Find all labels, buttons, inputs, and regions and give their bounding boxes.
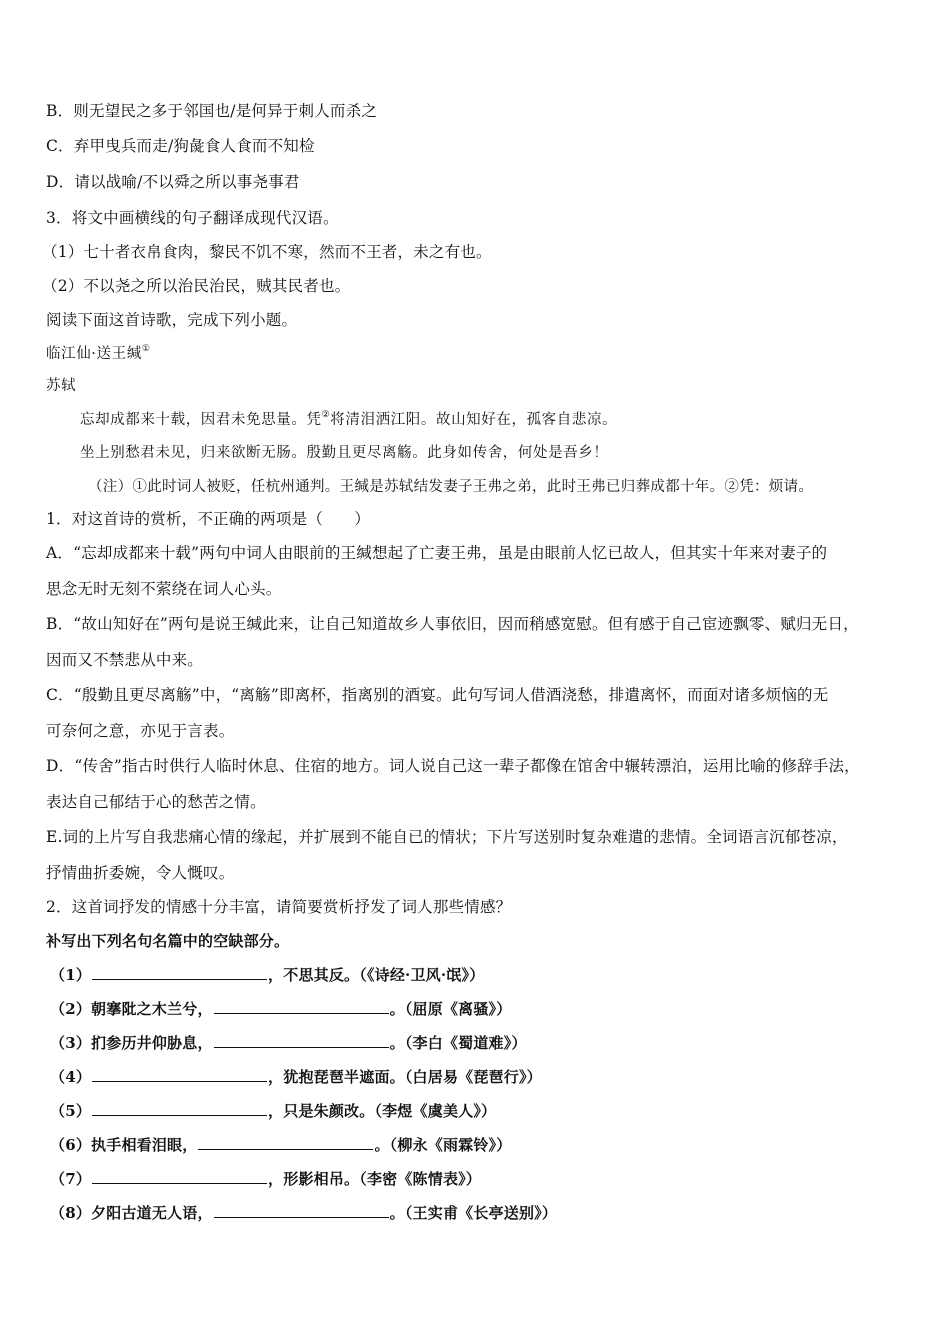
option-b: B．则无望民之多于邻国也/是何异于刺人而杀之 (46, 102, 378, 120)
poem-line-1-note: ② (321, 410, 331, 420)
fill-item-2-blank[interactable] (214, 999, 389, 1014)
poem-title (46, 344, 150, 364)
fill-item-8-num: （8） (50, 1204, 92, 1222)
poem-title-text: 临江仙·送王缄 (46, 346, 142, 362)
fill-item-8-blank[interactable] (214, 1203, 389, 1218)
fill-item-8-post: 。（王实甫《长亭送别》） (389, 1204, 558, 1222)
fill-item-4-post: ，犹抱琵琶半遮面。（白居易《琵琶行》） (268, 1068, 542, 1086)
poem-line-1-b: 将清泪洒江阳。故山知好在，孤客自悲凉。 (330, 412, 618, 428)
poem-q1-option-c-line1: C．“殷勤且更尽离觞”中，“离觞”即离杯，指离别的酒宴。此句写词人借酒浇愁，排遣离怀，而面对诸多烦恼的无 (46, 686, 829, 704)
fill-item-2-post: 。（屈原《离骚》） (389, 1000, 512, 1018)
poem-author: 苏轼 (46, 378, 77, 394)
fill-item-1-blank[interactable] (92, 965, 267, 980)
poem-line-1-a: 忘却成都来十载，因君未免思量。凭 (80, 412, 322, 428)
poem-intro: 阅读下面这首诗歌，完成下列小题。 (46, 311, 298, 329)
fill-item-1-post: ，不思其反。（《诗经·卫风·氓》） (268, 966, 485, 984)
fill-item-8 (50, 1203, 557, 1223)
fill-item-5-post: ，只是朱颜改。（李煜《虞美人》） (268, 1102, 497, 1120)
poem-q2-prompt: 2．这首词抒发的情感十分丰富，请简要赏析抒发了词人那些情感？ (46, 898, 512, 916)
fill-item-4 (50, 1067, 542, 1087)
option-c: C．弃甲曳兵而走/狗彘食人食而不知检 (46, 137, 315, 155)
poem-q1-prompt: 1．对这首诗的赏析，不正确的两项是（ ） (46, 510, 371, 528)
q3-item-1: （1）七十者衣帛食肉，黎民不饥不寒，然而不王者，未之有也。 (42, 243, 492, 261)
fill-item-7-num: （7） (50, 1170, 92, 1188)
fill-item-6 (50, 1135, 511, 1155)
poem-title-note: ① (141, 344, 151, 354)
fill-item-8-pre: 夕阳古道无人语， (91, 1204, 213, 1222)
fill-item-1 (50, 965, 484, 985)
poem-q1-option-e-line1: E.词的上片写自我悲痛心情的缘起，并扩展到不能自已的情状；下片写送别时复杂难遣的悲情。全词语言沉郁苍凉， (46, 828, 848, 846)
fill-item-2 (50, 999, 511, 1019)
fill-item-4-num: （4） (50, 1068, 92, 1086)
fill-item-3-num: （3） (50, 1034, 92, 1052)
q3-item-2: （2）不以尧之所以治民治民，贼其民者也。 (42, 277, 351, 295)
fill-item-1-num: （1） (50, 966, 92, 984)
poem-line-1 (80, 410, 617, 430)
poem-q1-option-d-line2: 表达自己郁结于心的愁苦之情。 (46, 793, 266, 811)
fill-item-6-post: 。（柳永《雨霖铃》） (374, 1136, 512, 1154)
fill-item-7 (50, 1169, 481, 1189)
poem-q1-option-c-line2: 可奈何之意，亦见于言表。 (46, 722, 235, 740)
poem-notes: （注）①此时词人被贬，任杭州通判。王缄是苏轼结发妻子王弗之弟，此时王弗已归葬成都十年。②凭：烦请。 (88, 479, 814, 495)
poem-q1-option-a-line1: A．“忘却成都来十载”两句中词人由眼前的王缄想起了亡妻王弗，虽是由眼前人忆已故人，但其实十年来对妻子的 (46, 544, 828, 562)
fill-item-3-post: 。（李白《蜀道难》） (389, 1034, 527, 1052)
fill-item-2-num: （2） (50, 1000, 92, 1018)
poem-q1-option-b-line1: B．“故山知好在”两句是说王缄此来，让自己知道故乡人事依旧，因而稍感宽慰。但有感于自己宦迹飘零、赋归无日， (46, 615, 859, 633)
fill-item-4-blank[interactable] (92, 1067, 267, 1082)
fill-item-2-pre: 朝搴阰之木兰兮， (91, 1000, 213, 1018)
fill-item-5-num: （5） (50, 1102, 92, 1120)
q3-prompt: 3．将文中画横线的句子翻译成现代汉语。 (46, 209, 339, 227)
poem-q1-option-e-line2: 抒情曲折委婉，令人慨叹。 (46, 864, 235, 882)
poem-q1-option-d-line1: D．“传舍”指古时供行人临时休息、住宿的地方。词人说自己这一辈子都像在馆舍中辗转漂泊，运用比喻的修辞手法， (46, 757, 860, 775)
fill-item-5-blank[interactable] (92, 1101, 267, 1116)
fill-item-6-blank[interactable] (198, 1135, 373, 1150)
fill-item-3-pre: 扪参历井仰胁息， (91, 1034, 213, 1052)
fill-item-6-pre: 执手相看泪眼， (91, 1136, 198, 1154)
fill-heading: 补写出下列名句名篇中的空缺部分。 (46, 932, 290, 950)
poem-line-2: 坐上别愁君未见，归来欲断无肠。殷勤且更尽离觞。此身如传舍，何处是吾乡！ (80, 445, 609, 461)
fill-item-6-num: （6） (50, 1136, 92, 1154)
poem-q1-option-b-line2: 因而又不禁悲从中来。 (46, 651, 204, 669)
fill-item-3-blank[interactable] (214, 1033, 389, 1048)
fill-item-7-post: ，形影相吊。（李密《陈情表》） (268, 1170, 482, 1188)
poem-q1-option-a-line2: 思念无时无刻不萦绕在词人心头。 (46, 580, 282, 598)
fill-item-5 (50, 1101, 496, 1121)
option-d: D．请以战喻/不以舜之所以事尧事君 (46, 173, 300, 191)
fill-item-3 (50, 1033, 527, 1053)
fill-item-7-blank[interactable] (92, 1169, 267, 1184)
